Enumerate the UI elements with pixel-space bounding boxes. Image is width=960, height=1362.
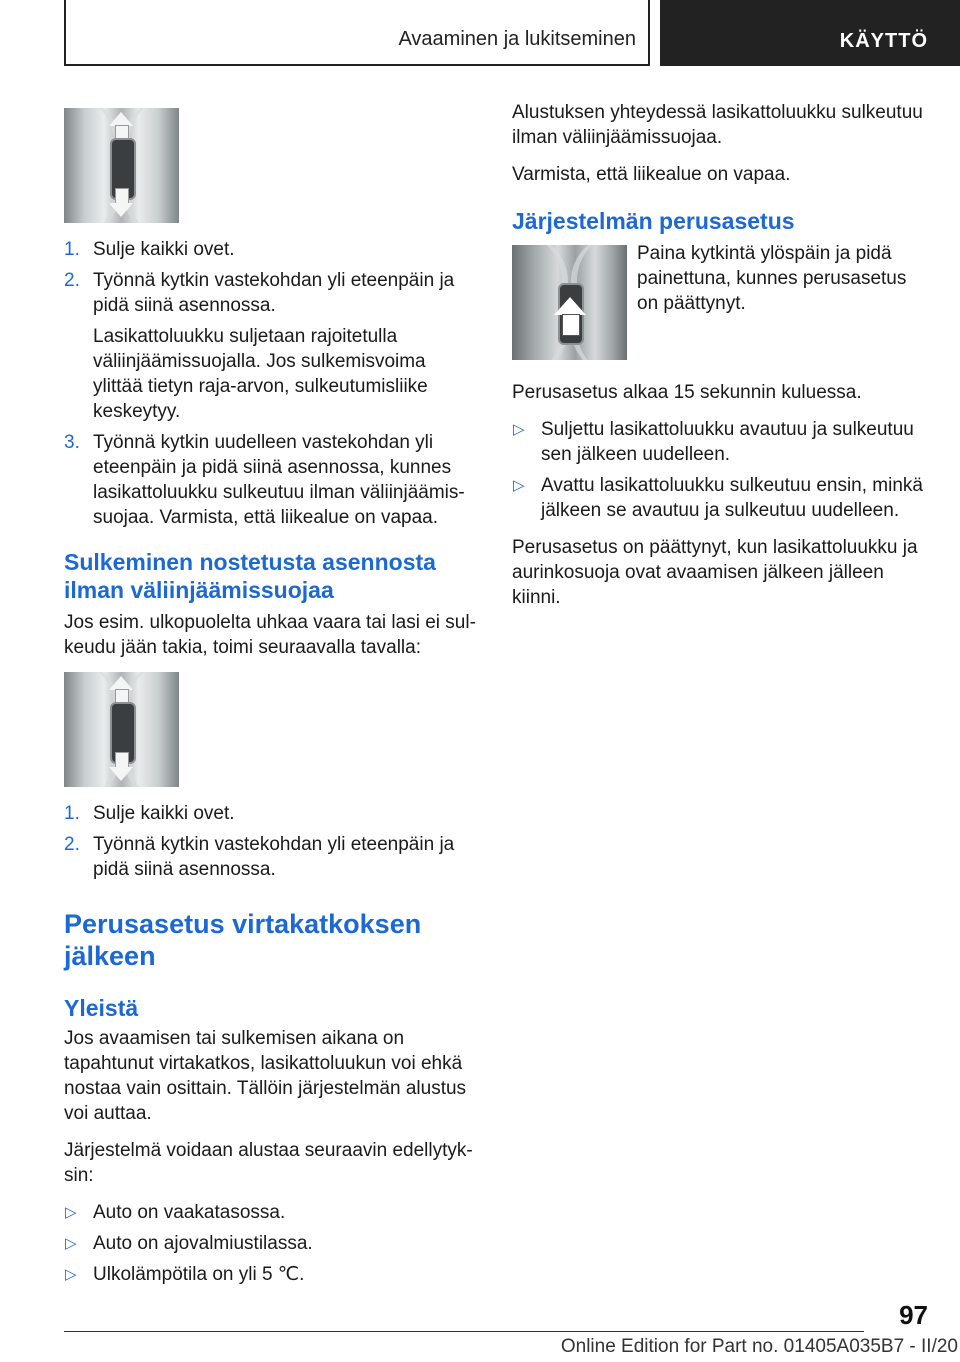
- arrow-up-icon: [109, 112, 133, 126]
- paragraph: Jos esim. ulkopuolelta uhkaa vaara tai lasi ei sulkeudu jään takia, toimi seuraavalla tavalla:: [64, 612, 476, 658]
- list-item: 3. Työnnä kytkin uudelleen vastekohdan yli eteenpäin ja pidä siinä asennossa, kunnes lasikattoluukku sulkeutuu ilman väliinjäämissuojaa. Varmista, että liikealue on vapaa.: [64, 432, 465, 528]
- arrow-up-icon: [109, 676, 133, 690]
- arrow-up-icon: [554, 297, 586, 315]
- roof-switch-image-1: [64, 108, 179, 223]
- heading-system-reset: Järjestelmän perusasetus: [512, 208, 795, 234]
- roof-switch-image-2: [64, 672, 179, 787]
- steps-list-2: [64, 801, 476, 882]
- section-tab: [660, 0, 960, 66]
- page-number: 97: [899, 1300, 928, 1330]
- heading-general: Yleistä: [64, 995, 139, 1021]
- paragraph: Jos avaamisen tai sulkemisen aikana on tapahtunut virtakatkos, lasikattoluukun voi ehkä nostaa vain osittain. Tällöin järjestelmän alustus voi auttaa.: [64, 1028, 467, 1124]
- paragraph: Paina kytkintä ylöspäin ja pidä painettuna, kunnes perusasetus on päättynyt.: [637, 243, 907, 314]
- footer-edition: Online Edition for Part no. 01405A035B7 - II/20: [560, 1336, 958, 1357]
- roof-switch-press-up-image: [512, 245, 627, 360]
- triangle-right-icon: ▷: [513, 421, 525, 438]
- list-item: 1. Sulje kaikki ovet.: [64, 239, 235, 260]
- heading-close-without-pinch: Sulkeminen nostetusta asennosta ilman väliinjäämissuojaa: [64, 549, 436, 603]
- paragraph: Järjestelmä voidaan alustaa seuraavin edellytyksin:: [64, 1140, 473, 1186]
- header-frame-bottom: [64, 64, 649, 66]
- arrow-down-icon: [109, 767, 133, 781]
- heading-reset-after-power-loss: Perusasetus virtakatkoksen jälkeen: [64, 909, 422, 971]
- triangle-right-icon: ▷: [65, 1266, 77, 1283]
- triangle-right-icon: ▷: [513, 477, 525, 494]
- conditions-list: [64, 1200, 476, 1287]
- steps-list-1: [64, 237, 476, 530]
- paragraph: Perusasetus alkaa 15 sekunnin kuluessa.: [512, 382, 862, 403]
- list-item: ▷ Auto on ajovalmiustilassa.: [65, 1233, 313, 1254]
- paragraph: Varmista, että liikealue on vapaa.: [512, 164, 791, 185]
- chapter-title: Avaaminen ja lukitseminen: [398, 28, 636, 50]
- list-item: 2. Työnnä kytkin vastekohdan yli eteenpäin ja pidä siinä asennossa. Lasikattoluukku suljetaan rajoitetulla väliinjäämissuojalla. Jos sulkemisvoima ylittää tietyn raja-arvon, sulkeutumisliike keskeytyy.: [64, 270, 455, 422]
- list-item: ▷ Ulkolämpötila on yli 5 ℃.: [65, 1264, 305, 1285]
- left-column: [64, 100, 476, 1299]
- list-item: ▷ Avattu lasikattoluukku sulkeutuu ensin, minkä jälkeen se avautuu ja sulkeutuu uudelleen.: [513, 475, 923, 521]
- list-item: 1. Sulje kaikki ovet.: [64, 803, 235, 824]
- reset-instruction: [512, 241, 928, 368]
- footer-divider: [64, 1331, 864, 1332]
- header-frame-divider: [648, 0, 650, 66]
- list-item: ▷ Suljettu lasikattoluukku avautuu ja sulkeutuu sen jälkeen uudelleen.: [513, 419, 914, 465]
- paragraph: Perusasetus on päättynyt, kun lasikattoluukku ja aurinkosuoja ovat avaamisen jälkeen jälleen kiinni.: [512, 537, 918, 608]
- section-label: KÄYTTÖ: [839, 30, 928, 52]
- triangle-right-icon: ▷: [65, 1235, 77, 1252]
- triangle-right-icon: ▷: [65, 1204, 77, 1221]
- reset-behavior-list: [512, 417, 928, 523]
- right-column: [512, 100, 928, 622]
- list-item: ▷ Auto on vaakatasossa.: [65, 1202, 286, 1223]
- list-item: 2. Työnnä kytkin vastekohdan yli eteenpäin ja pidä siinä asennossa.: [64, 834, 455, 880]
- header-frame-left: [64, 0, 66, 66]
- paragraph: Alustuksen yhteydessä lasikattoluukku sulkeutuu ilman väliinjäämissuojaa.: [512, 102, 923, 148]
- arrow-down-icon: [109, 203, 133, 217]
